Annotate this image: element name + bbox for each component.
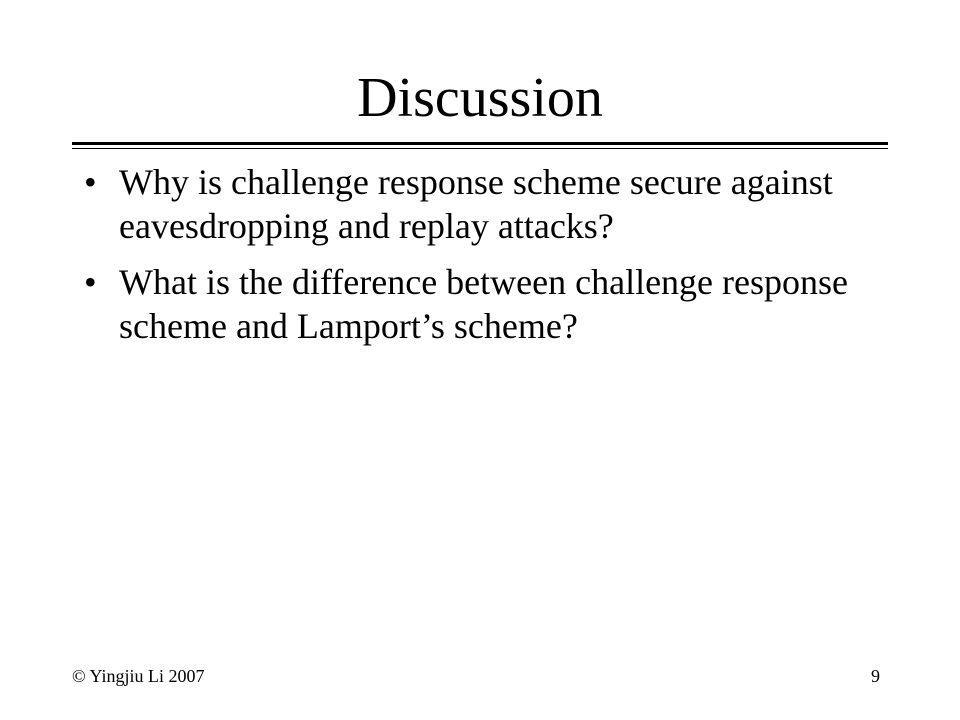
page-number: 9 <box>871 666 880 686</box>
bullet-text: Why is challenge response scheme secure against eavesdropping and replay attacks? <box>119 162 833 246</box>
bullet-item <box>72 260 902 348</box>
title-divider-thick <box>72 142 888 145</box>
bullet-text: What is the difference between challenge response scheme and Lamport’s scheme? <box>119 262 848 346</box>
bullet-list <box>72 160 902 360</box>
slide-title: Discussion <box>357 67 603 129</box>
bullet-marker: • <box>84 162 97 202</box>
title-divider-thin <box>72 148 888 149</box>
bullet-item <box>72 160 902 248</box>
footer-copyright: © Yingjiu Li 2007 <box>72 666 205 686</box>
bullet-marker: • <box>84 262 97 302</box>
